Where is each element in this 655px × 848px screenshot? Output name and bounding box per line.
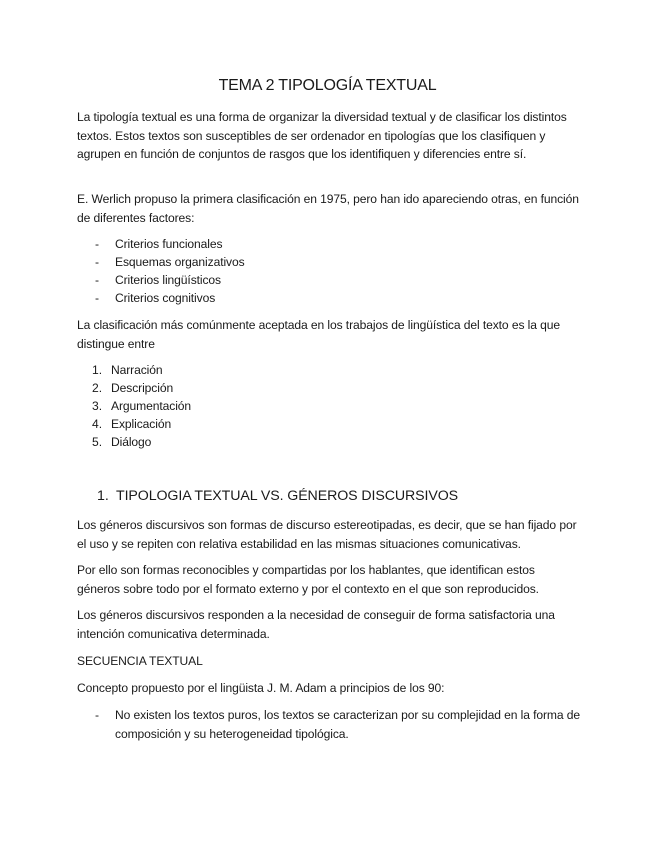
list-item: Esquemas organizativos xyxy=(115,255,245,269)
list-number: 1. xyxy=(92,363,103,377)
subsection-heading: SECUENCIA TEXTUAL xyxy=(77,654,203,668)
list-item: Diálogo xyxy=(111,435,152,449)
list-number: 4. xyxy=(92,417,103,431)
section-paragraph: Los géneros discursivos responden a la necesidad de conseguir de forma satisfactoria una intención comunicativa determinada. xyxy=(77,608,555,641)
dash-bullet: - xyxy=(95,237,100,251)
list-item: Narración xyxy=(111,363,163,377)
werlich-paragraph: E. Werlich propuso la primera clasificación en 1975, pero han ido apareciendo otras, en función de diferentes factores: xyxy=(77,192,579,225)
list-number: 5. xyxy=(92,435,103,449)
dash-bullet: - xyxy=(95,255,100,269)
list-item: Descripción xyxy=(111,381,174,395)
list-item: Criterios lingüísticos xyxy=(115,273,222,287)
list-item: No existen los textos puros, los textos se caracterizan por su complejidad en la forma de composición y su heterogeneidad tipológica. xyxy=(115,708,581,741)
page-title: TEMA 2 TIPOLOGÍA TEXTUAL xyxy=(218,77,437,94)
list-number: 2. xyxy=(92,381,103,395)
classification-paragraph: La clasificación más comúnmente aceptada en los trabajos de lingüística del texto es la que distingue entre xyxy=(77,318,561,351)
list-number: 3. xyxy=(92,399,103,413)
list-item: Criterios funcionales xyxy=(115,237,223,251)
sequence-intro: Concepto propuesto por el lingüista J. M. Adam a principios de los 90: xyxy=(77,681,445,695)
dash-bullet: - xyxy=(95,708,100,722)
section-number: 1. xyxy=(97,488,109,504)
list-item: Argumentación xyxy=(111,399,192,413)
intro-paragraph: La tipología textual es una forma de organizar la diversidad textual y de clasificar los distintos textos. Estos textos son susceptibles de ser ordenador en tipologías que los clasifiquen y agrupen en función de conjuntos de rasgos que los identifiquen y diferencies entre sí. xyxy=(77,110,567,161)
list-item: Explicación xyxy=(111,417,172,431)
section-heading: TIPOLOGIA TEXTUAL VS. GÉNEROS DISCURSIVOS xyxy=(116,488,459,504)
section-paragraph: Los géneros discursivos son formas de discurso estereotipadas, es decir, que se han fijado por el uso y se repiten con relativa estabilidad en las mismas situaciones comunicativas. xyxy=(77,518,577,551)
list-item: Criterios cognitivos xyxy=(115,291,216,305)
section-paragraph: Por ello son formas reconocibles y compartidas por los hablantes, que identifican estos géneros sobre todo por el formato externo y por el contexto en el que son reproducidos. xyxy=(77,563,539,596)
dash-bullet: - xyxy=(95,291,100,305)
dash-bullet: - xyxy=(95,273,100,287)
